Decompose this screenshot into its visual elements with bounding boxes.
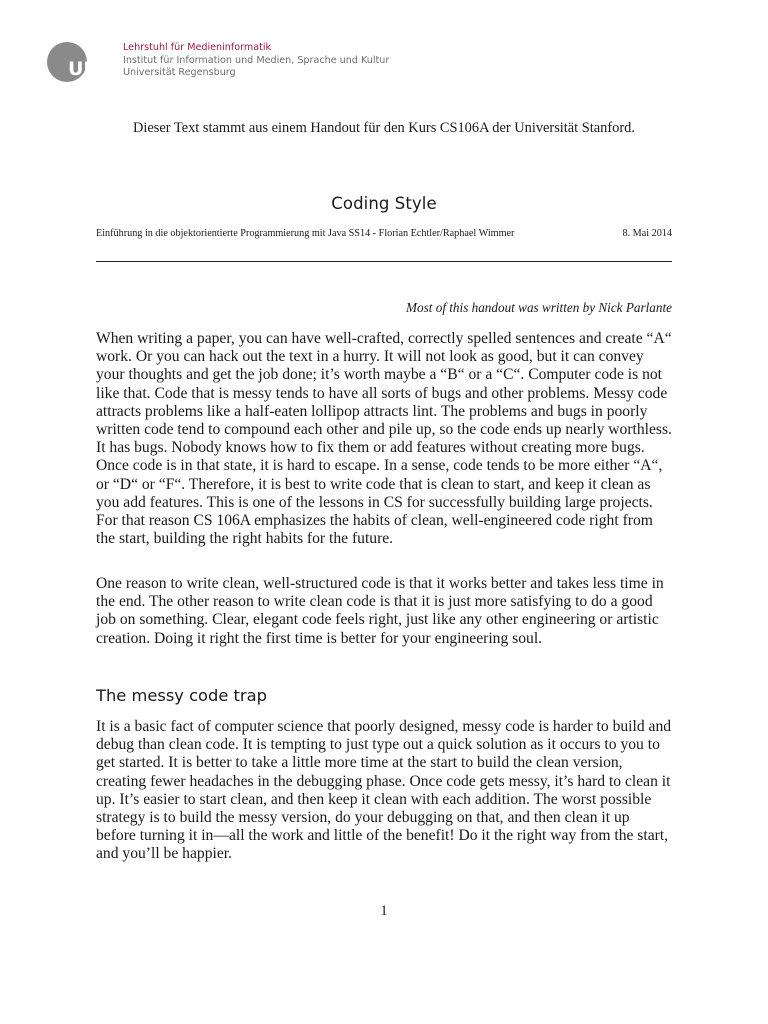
- university-name: Universität Regensburg: [123, 67, 236, 78]
- chair-name: Lehrstuhl für Medieninformatik: [123, 42, 272, 53]
- author-attribution: Most of this handout was written by Nick Parlante: [406, 300, 672, 315]
- section-heading: The messy code trap: [96, 686, 267, 705]
- paragraph-intro: When writing a paper, you can have well-crafted, correctly spelled sentences and create “A“ work. Or you can hack out the text in a hurry. It will not look as good, but it can convey your thoughts and get the job done; it’s worth maybe a “B“ or a “C“. Computer code is not like that. Code that is messy tends to have all sorts of bugs and other problems. Messy code attracts problems like a half-eaten lollipop attracts lint. The problems and bugs in poorly written code tend to compound each other and pile up, so the code ends up nearly worthless. It has bugs. Nobody knows how to fix them or add features without creating more bugs. Once code is in that state, it is hard to escape. In a sense, code tends to be more either “A“, or “D“ or “F“. Therefore, it is best to write code that is clean to start, and keep it clean as you add features. This is one of the lessons in CS for successfully building large projects. For that reason CS 106A emphasizes the habits of clean, well-engineered code right from the start, building the right habits for the future.: [96, 330, 672, 548]
- university-logo-icon: [46, 41, 102, 83]
- paragraph-messy-code: It is a basic fact of computer science that poorly designed, messy code is harder to build and debug than clean code. It is tempting to just type out a quick solution as it occurs to you to get started. It is better to take a little more time at the start to build the clean version, creating fewer headaches in the debugging phase. Once code gets messy, it’s hard to clean it up. It’s easier to start clean, and then keep it clean with each addition. The worst possible strategy is to build the messy version, do your debugging on that, and then clean it up before turning it in—all the work and little of the benefit! Do it the right way from the start, and you’ll be happier.: [96, 718, 672, 863]
- institute-name: Institut für Information und Medien, Sprache und Kultur: [123, 54, 390, 66]
- institution-block: [123, 42, 389, 80]
- logo-letter-u: UR: [68, 58, 99, 80]
- course-meta: [96, 228, 672, 239]
- document-date: 8. Mai 2014: [622, 228, 672, 239]
- course-name: Einführung in die objektorientierte Programmierung mit Java SS14 - Florian Echtler/Raphael Wimmer: [96, 228, 515, 239]
- page-number: 1: [380, 903, 388, 919]
- intro-note: Dieser Text stammt aus einem Handout für den Kurs CS106A der Universität Stanford.: [133, 120, 635, 136]
- header-rule: [96, 261, 672, 262]
- paragraph-reason: One reason to write clean, well-structured code is that it works better and takes less time in the end. The other reason to write clean code is that it is just more satisfying to do a good job on something. Clear, elegant code feels right, just like any other engineering or artistic creation. Doing it right the first time is better for your engineering soul.: [96, 575, 664, 647]
- page-title: Coding Style: [331, 194, 437, 213]
